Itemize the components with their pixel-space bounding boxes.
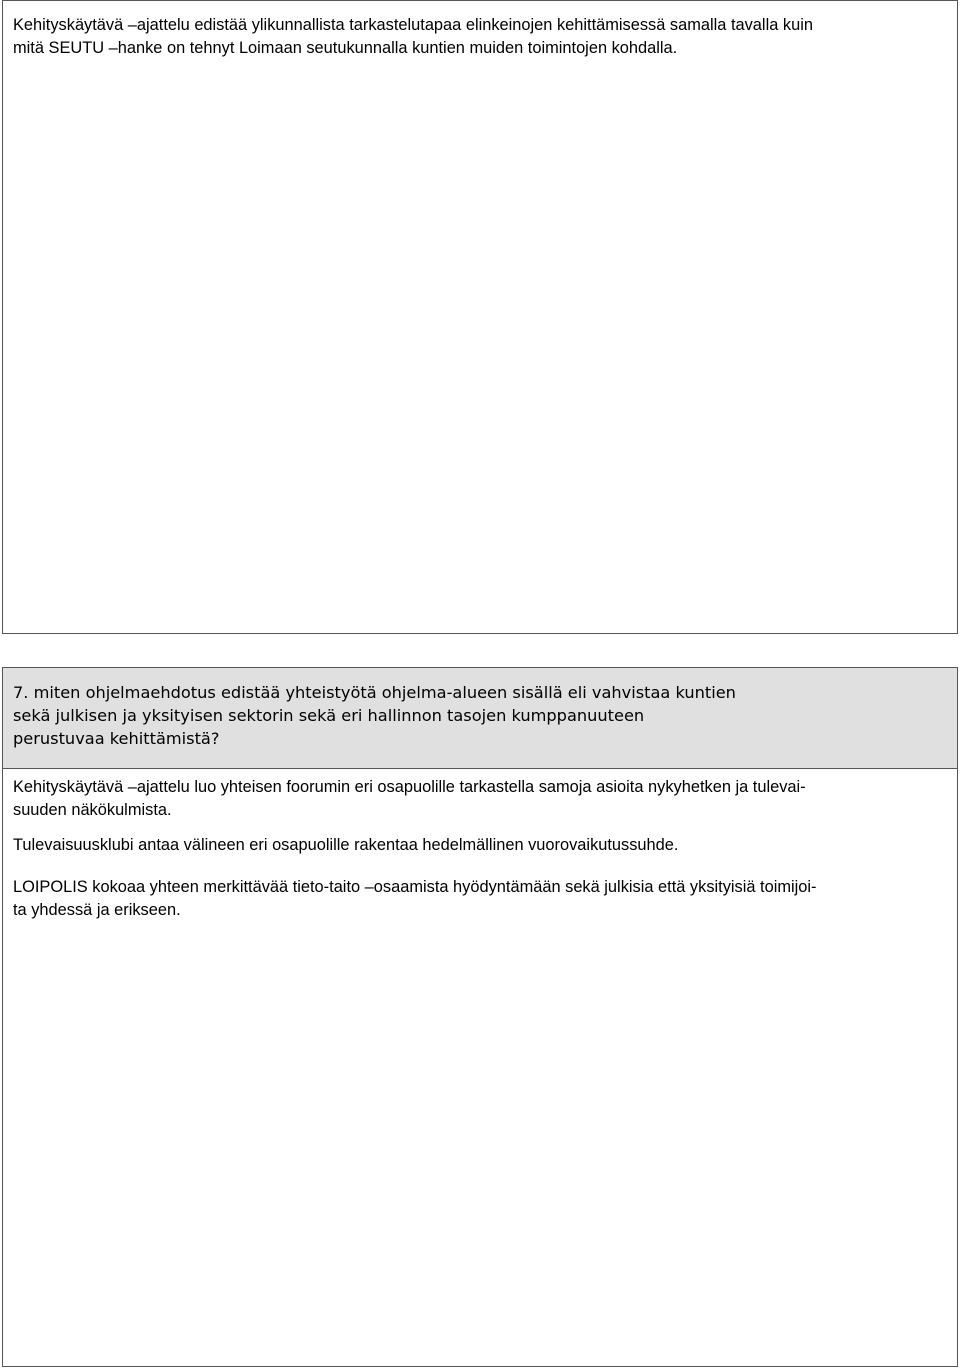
text-line: ta yhdessä ja erikseen.: [13, 901, 181, 919]
answer-paragraph-tulevaisuusklubi: [13, 834, 678, 857]
question-7-header: [3, 668, 957, 769]
text-line: Kehityskäytävä –ajattelu edistää ylikunnallista tarkastelutapaa elinkeinojen kehittämisessä samalla tavalla kuin: [13, 16, 813, 34]
answer-paragraph-kehityskaytava: [13, 776, 806, 822]
question-line: sekä julkisen ja yksityisen sektorin sekä eri hallinnon tasojen kumppanuuteen: [13, 706, 645, 725]
question-7-box: [2, 667, 958, 1367]
top-section-paragraph: [13, 14, 813, 60]
text-line: Kehityskäytävä –ajattelu luo yhteisen foorumin eri osapuolille tarkastella samoja asioita nykyhetken ja tulevai-: [13, 778, 806, 796]
question-line: perustuvaa kehittämistä?: [13, 729, 220, 748]
text-line: Tulevaisuusklubi antaa välineen eri osapuolille rakentaa hedelmällinen vuorovaikutussuhde.: [13, 836, 679, 854]
question-line: 7. miten ohjelmaehdotus edistää yhteistyötä ohjelma-alueen sisällä eli vahvistaa kuntien: [13, 683, 736, 702]
text-line: suuden näkökulmista.: [13, 801, 172, 819]
text-line: LOIPOLIS kokoaa yhteen merkittävää tieto-taito –osaamista hyödyntämään sekä julkisia että yksityisiä toimijoi-: [13, 878, 817, 896]
question-7-text: [13, 681, 736, 750]
top-section-box: [2, 0, 958, 634]
answer-paragraph-loipolis: [13, 876, 817, 922]
text-line: mitä SEUTU –hanke on tehnyt Loimaan seutukunnalla kuntien muiden toimintojen kohdalla.: [13, 39, 678, 57]
